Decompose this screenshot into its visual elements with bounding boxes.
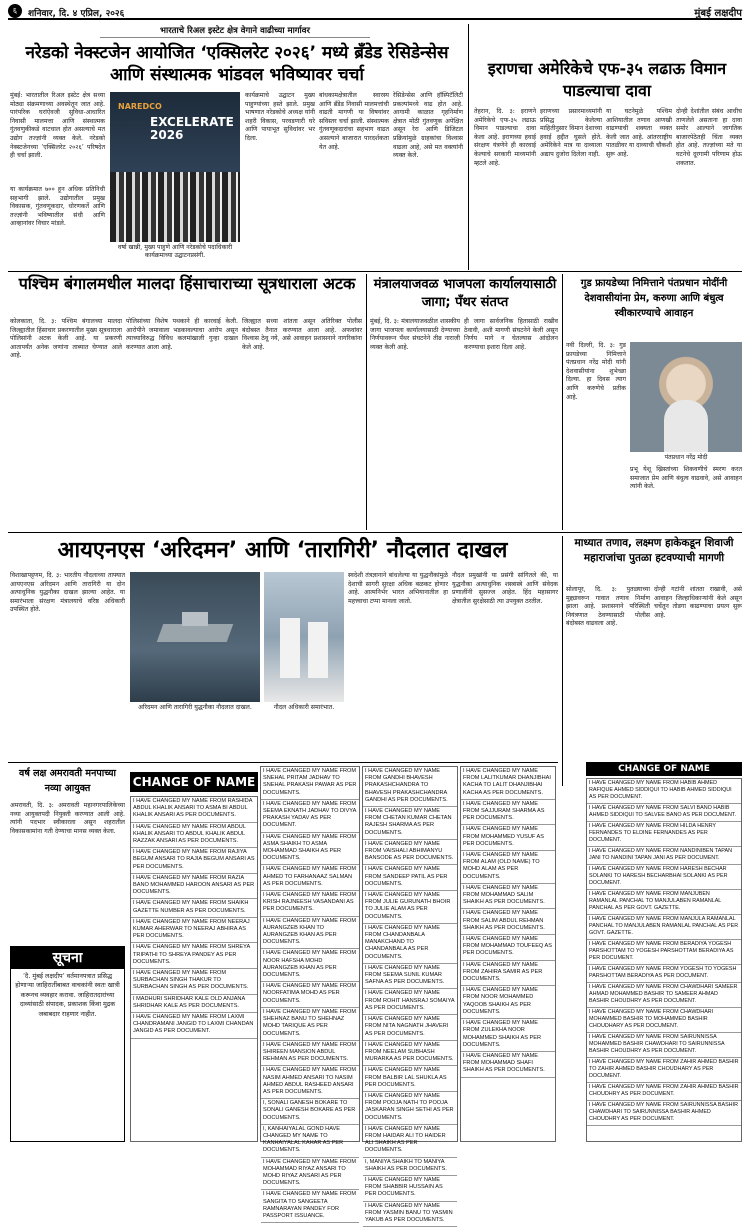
classified-notice: I HAVE CHANGED MY NAME FROM VAISHALI ABHIMANYU BANSODE AS PER DOCUMENTS. [363, 840, 457, 866]
classified-column-4 [460, 766, 556, 1142]
classified-notice: I HAVE CHANGED MY NAME FROM MOHAMMAD SHAFI SHAIKH AS PER DOCUMENTS. [461, 1052, 555, 1078]
classifieds-banner: CHANGE OF NAME [130, 772, 258, 792]
classified-column-1 [130, 796, 258, 1142]
masthead [8, 4, 742, 20]
pm-portrait-photo [630, 342, 742, 452]
classified-notice: I HAVE CHANGED MY NAME FROM YOGESH TO YOGESH PARSHOTTAM BERADIYA AS PER DOCUMENT. [587, 965, 741, 983]
classified-notice: I HAVE CHANGED MY NAME FROM ASMA SHAIKH TO ASMA MOHAMMAD SHAIKH AS PER DOCUMENTS. [261, 833, 359, 866]
iran-col-3: या घटनेमुळे पश्चिम आशियातील तणाव आणखी वाढण्याची शक्यता व्यक्त केली जात आहे. आंतरराष्ट्रीय पातळीवर या दाव्याची चौकशी सुरू आहे. [606, 108, 674, 158]
classified-notice: I HAVE CHANGED MY NAME FROM NEELAM SUBHASH MURARKA AS PER DOCUMENTS. [363, 1041, 457, 1067]
headline-iran: इराणचा अमेरिकेचे एफ-३५ लढाऊ विमान पाडल्याचा दावा [487, 59, 727, 100]
classified-notice: I HAVE CHANGED MY NAME FROM MANJULA RAMANLAL PANCHAL TO MANJULABEN RAMANLAL PANCHAL AS PER GOVT. GAZETTE. [587, 915, 741, 940]
classified-notice: I HAVE CHANGED MY NAME FROM HARESH BECHAR SOLANKI TO HARESH BECHARBHAI SOLANKI AS PER DOCUMENT. [587, 865, 741, 890]
classified-column-2 [260, 766, 360, 1219]
divider [562, 274, 563, 530]
classified-notice: I HAVE CHANGED MY NAME FROM NOOR HAFSHA MOHD AURANGZEB KHAN AS PER DOCUMENTS. [261, 949, 359, 982]
ceremony-caption: नौदल अधिकारी समारंभात. [273, 704, 335, 711]
classified-notice: I HAVE CHANGED MY NAME FROM SAIRUNNISSA BASHIR CHAWDHARI TO SAIRUNNISSA BASHIR AHMED CHOUDHRY AS PER DOCUMENT. [587, 1101, 741, 1126]
classified-notice: I HAVE CHANGED MY NAME FROM AHMED TO FARHANAAZ SALMAN AS PER DOCUMENTS. [261, 865, 359, 891]
divider [8, 271, 742, 272]
classified-notice: I HAVE CHANGED MY NAME FROM SAJJURAM SHARMA AS PER DOCUMENTS. [461, 800, 555, 826]
classified-notice: I HAVE CHANGED MY NAME FROM SHEHNAZ BANU TO SHEHNAZ MOHD TARIQUE AS PER DOCUMENTS. [261, 1008, 359, 1041]
malda-col-3: जिल्ह्यात सध्या शांतता असून अतिरिक्त पोलीस बंदोबस्त तैनात करण्यात आला आहे. अफवांवर विश्वास ठेवू नये, असे आवाहन प्रशासनाने नागरिकांना केले आहे. [242, 318, 364, 351]
notice-body: ‘दै. मुंबई लक्षदीप’ वर्तमानपत्रात प्रसिद्ध होणाऱ्या जाहिरातींबाबत वाचकांनी स्वतः खात्री करूनच व्यवहार करावा. जाहिरातदारांच्या दाव्यांसाठी संपादक, प्रकाशक किंवा मुद्रक जबाबदार राहणार नाहीत. [15, 972, 120, 1018]
paper-name: मुंबई लक्षदीप [694, 8, 742, 19]
classified-notice: I HAVE CHANGED MY NAME FROM NITA NAGNATH JHAVERI AS PER DOCUMENTS. [363, 1015, 457, 1041]
classified-notice: I, MANIYA SHAIKH TO MANIYA SHAIKH AS PER DOCUMENTS. [363, 1158, 457, 1176]
divider [8, 762, 558, 763]
classified-notice: I HAVE CHANGED MY NAME FROM NOOR MOHAMMED YAQOOB SHAIKH AS PER DOCUMENTS. [461, 986, 555, 1019]
story-kicker: भारताचे रिअल इस्टेट क्षेत्र वेगाने वाढीच्या मार्गावर [100, 24, 370, 38]
divider [468, 24, 469, 270]
bjp-col-1: मुंबई, दि. ३: मंत्रालयाजवळील शासकीय जागा भाजपला कार्यालयासाठी देण्याच्या निर्णयावरून पँथर संघटनेने तीव्र नाराजी व्यक्त केली आहे. [370, 318, 462, 351]
classified-notice: I HAVE CHANGED MY NAME FROM SHAIKH GAZETTE NUMBER AS PER DOCUMENTS. [131, 899, 257, 917]
classified-notice: I HAVE CHANGED MY NAME FROM HAIDAR ALI TO HAIDER ALI SHAIKH AS PER DOCUMENTS. [363, 1125, 457, 1158]
iran-col-1: तेहरान, दि. ३: इराणने अमेरिकेचे एफ-३५ लढाऊ विमान पाडल्याचा दावा केला आहे. इराणच्या हवाई संरक्षण यंत्रणेने ही कारवाई केल्याचे सरकारी माध्यमांनी म्हटले आहे. [474, 108, 538, 167]
classified-notice: I HAVE CHANGED MY NAME FROM CHETAN KUMAR CHETAN RAJESH SHARMA AS PER DOCUMENTS. [363, 807, 457, 840]
classified-notice: I MADHURI SHRIDHAR KALE OLD ANJANA SHRIDHAR KALE AS PER DOCUMENTS. [131, 995, 257, 1013]
excelerate-banner: EXCELERATE 2026 [150, 115, 234, 142]
goodfriday-col-1: नवी दिल्ली, दि. ३: गुड फ्रायडेच्या निमित्ताने पंतप्रधान नरेंद्र मोदी यांनी देशवासीयांना शुभेच्छा दिल्या. हा दिवस त्याग आणि करुणेचे प्रतीक आहे. [566, 342, 628, 401]
classified-notice: I HAVE CHANGED MY NAME FROM AURANGZEB KHAN TO AURANGZEB KHAN AS PER DOCUMENTS. [261, 917, 359, 950]
headline-ins: आयएनएस ‘अरिदमन’ आणि ‘तारागिरी’ नौदलात दाखल [57, 538, 508, 563]
classified-notice: I HAVE CHANGED MY NAME FROM MANJUBEN RAMANLAL PANCHAL TO MANJULABEN RAMANLAL PANCHAL AS PER GOVT. GAZETTE. [587, 890, 741, 915]
headline-malda: पश्चिम बंगालमधील मालदा हिंसाचाराच्या सूत्रधाराला अटक [18, 274, 356, 293]
headline-bjp-office: मंत्रालयाजवळ भाजपला कार्यालयासाठी जागा; पँथर संतप्त [373, 277, 557, 310]
naredco-col-4: बांधकामक्षेत्रातील स्वारस्य आणि ब्रँडेड निवासी मालमत्तांची वाढती मागणी या विषयांवर सविस्तर चर्चा झाली. संस्थात्मक गुंतवणूकदारांचा सहभाग वाढत असल्याने बाजारात पारदर्शकता येत आहे. [319, 92, 391, 151]
naredco-col-1: मुंबई: भारतातील रिअल इस्टेट क्षेत्र सध्या मोठ्या संक्रमणाच्या अवस्थेतून जात आहे. पारंपरिक घरांऐवजी सुविधा-आधारित निवासी मालमत्ता आणि संस्थात्मक गुंतवणुकीकडे वाटचाल होत असल्याचे मत उद्योग तज्ज्ञांनी व्यक्त केले. नरेडको नेक्स्टजेनच्या ‘एक्सिलरेट २०२६’ परिषदेत ही चर्चा झाली. [10, 92, 107, 160]
classified-notice: I HAVE CHANGED MY NAME FROM CHAWDHARI MOHAMMED BASHIR TO MOHAMMED BASHIR CHOUDHARY AS PER DOCUMENT. [587, 1008, 741, 1033]
ins-col-2: स्वदेशी तंत्रज्ञानाने बांधलेल्या या युद्धनौकांमुळे देशाची सागरी सुरक्षा अधिक बळकट होणार आहे. आत्मनिर्भर भारत अभियानातील हा महत्त्वाचा टप्पा मानला जातो. [348, 572, 450, 605]
naredco-event-photo [110, 92, 240, 242]
classified-notice: I HAVE CHANGED MY NAME FROM JULIE GURUNATH BHOIR TO JULIE ALAM AS PER DOCUMENTS. [363, 891, 457, 924]
headline-shivaji-statue: माध्यात तणाव, लक्ष्मण हाकेकडून शिवाजी महाराजांचा पुतळा हटवण्याची मागणी [574, 537, 734, 564]
classified-notice: I HAVE CHANGED MY NAME FROM SHIREEN MANSION ABDUL REHMAN AS PER DOCUMENTS. [261, 1041, 359, 1067]
warship-caption: अरिदमन आणि तारागिरी युद्धनौका नौदलात दाखल. [138, 704, 252, 711]
ceremony-photo [264, 572, 344, 702]
classified-notice: I HAVE CHANGED MY NAME FROM KRISH RAJNEESH VASANDANI AS PER DOCUMENTS. [261, 891, 359, 917]
ins-col-3: नौदल प्रमुखांनी या प्रसंगी सांगितले की, या युद्धनौका अत्याधुनिक शस्त्रास्त्रे आणि संवेदक प्रणालींनी सुसज्ज आहेत. हिंद महासागर क्षेत्रातील सुरक्षेसाठी त्या उपयुक्त ठरतील. [452, 572, 560, 605]
classified-notice: I HAVE CHANGED MY NAME FROM ZAHIRA SAMIR AS PER DOCUMENTS. [461, 961, 555, 987]
issue-date: शनिवार, दि. ४ एप्रिल, २०२६ [28, 9, 125, 19]
naredco-col-3: कार्यक्रमाचे उद्घाटन मुख्य पाहुण्यांच्या हस्ते झाले. प्रमुख भाषणात नरेडकोचे अध्यक्ष यांनी शहरी विकास, परवडणारी घरे आणि पायाभूत सुविधांवर भर दिला. [245, 92, 317, 142]
iran-col-2: इराणच्या प्रसारमाध्यमांनी प्रसिद्ध केलेल्या माहितीनुसार विमान देशाच्या हवाई हद्दीत घुसले होते. अमेरिकेने मात्र या दाव्याला अद्याप दुजोरा दिलेला नाही. [540, 108, 604, 158]
headline-amravati: वर्ष लक्ष अमरावती मनपाच्या नव्या आयुक्त [19, 768, 116, 794]
classified-notice: I HAVE CHANGED MY NAME FROM RAJIYA BEGUM ANSARI TO RAJIA BEGUM ANSARI AS PER DOCUMENTS. [131, 848, 257, 874]
iran-col-4: दोन्ही देशांतील संबंध आधीच ताणलेले असताना हा दावा समोर आल्याने जागतिक बाजारपेठेतही चिंता व्यक्त होत आहे. तज्ज्ञांच्या मते या घटनेचे दूरगामी परिणाम होऊ शकतात. [676, 108, 744, 167]
pm-photo-caption: पंतप्रधान नरेंद्र मोदी [664, 454, 708, 461]
amravati-col-1: अमरावती, दि. ३: अमरावती महानगरपालिकेच्या नव्या आयुक्तपदी नियुक्ती करण्यात आली आहे. त्यांनी पदभार स्वीकारला असून शहरातील विकासकामांना गती देण्याचा मानस व्यक्त केला. [10, 802, 127, 835]
headline-naredco: नरेडको नेक्स्टजेन आयोजित ‘एक्सिलरेट २०२६’ मध्ये ब्रँडेड रेसिडेन्सेस आणि संस्थात्मक भांडवल भविष्यावर चर्चा [25, 43, 449, 85]
classifieds-right-banner: CHANGE OF NAME [586, 762, 742, 776]
classified-notice: I HAVE CHANGED MY NAME FROM MOHAMMAD RIYAZ ANSARI TO MOHD RIYAZ ANSARI AS PER DOCUMENTS. [261, 1158, 359, 1191]
naredco-photo-caption: वर्षा खान्नी, मुख्य पाहुणे आणि नरेडकोचे पदाधिकारी कार्यक्रमाच्या उद्घाटनप्रसंगी. [117, 244, 233, 259]
classified-notice: I HAVE CHANGED MY NAME FROM MOHAMMED YUSUF AS PER DOCUMENTS. [461, 825, 555, 851]
classified-notice: I HAVE CHANGED MY NAME FROM SHABBIR HUSSAIN AS PER DOCUMENTS. [363, 1176, 457, 1202]
warship-photo [130, 572, 260, 702]
naredco-col-2: या कार्यक्रमात ७०० हून अधिक प्रतिनिधी सहभागी झाले. उद्योगातील प्रमुख विकासक, गुंतवणूकदार, धोरणकर्ते आणि तज्ज्ञांनी भविष्यातील संधी आणि आव्हानांवर विचार मांडले. [10, 186, 107, 228]
divider [562, 536, 563, 786]
classified-notice: I HAVE CHANGED MY NAME FROM ZAHIR AHMED BASHIR CHOUDHRY AS PER DOCUMENT. [587, 1083, 741, 1101]
classified-notice: I, KANHAIYALAL GOND HAVE CHANGED MY NAME TO KANHAIYALAL KAHAR AS PER DOCUMENTS. [261, 1125, 359, 1158]
classified-notice: I HAVE CHANGED MY NAME FROM SNEHAL PRITAM JADHAV TO SNEHAL PRAKASH PAWAR AS PER DOCUMENTS. [261, 767, 359, 800]
classified-notice: I HAVE CHANGED MY NAME FROM NANDINIBEN TAPAN JANI TO NANDINI TAPAN JANI AS PER DOCUMENT. [587, 847, 741, 865]
classified-notice: I HAVE CHANGED MY NAME FROM SALIM ABDUL REHMAN SHAIKH AS PER DOCUMENTS. [461, 909, 555, 935]
classified-notice: I HAVE CHANGED MY NAME FROM MOHAMMAD TOUFEEQ AS PER DOCUMENTS. [461, 935, 555, 961]
classified-notice: I HAVE CHANGED MY NAME FROM NASIM AHMED ANSARI TO NASIM AHMED ABDUL RASHEED ANSARI AS PER DOCUMENTS. [261, 1066, 359, 1099]
classified-notice: I HAVE CHANGED MY NAME FROM SALVI BANO HABIB AHMED SIDDIQUI TO SALVEE BANO AS PER DOCUMENT. [587, 804, 741, 822]
malda-col-1: कोलकाता, दि. ३: पश्चिम बंगालच्या मालदा जिल्ह्यातील हिंसाचार प्रकरणातील मुख्य सूत्रधाराला पोलिसांनी अटक केली आहे. या प्रकरणी आतापर्यंत अनेक जणांना ताब्यात घेण्यात आले आहे. [10, 318, 124, 360]
classified-notice: I HAVE CHANGED MY NAME FROM SANGITA TO SANGEETA RAMNARAYAN PANDEY FOR PASSPORT ISSUANCE. [261, 1190, 359, 1223]
classified-notice: I HAVE CHANGED MY NAME FROM SANDEEP PATIL AS PER DOCUMENTS. [363, 865, 457, 891]
classified-notice: I, SONALI GANESH BOKARE TO SONALI GANESH BOKARE AS PER DOCUMENTS. [261, 1099, 359, 1125]
notice-box [10, 946, 125, 1142]
classified-notice: I HAVE CHANGED MY NAME FROM ZULEKHA NOOR MOHAMMED SHAIKH AS PER DOCUMENTS. [461, 1019, 555, 1052]
classified-notice: I HAVE CHANGED MY NAME FROM NOORFATIMA MOHD AS PER DOCUMENTS. [261, 982, 359, 1008]
classified-notice: I HAVE CHANGED MY NAME FROM ROHIT HANSRAJ SOMAIYA AS PER DOCUMENTS. [363, 989, 457, 1015]
naredco-col-5: रेसिडेन्सेस आणि हॉस्पिटॅलिटी प्रकल्पांमध्ये वाढ होत आहे. आगामी काळात गृहनिर्माण क्षेत्रात मोठी गुंतवणूक अपेक्षित असून रेरा आणि डिजिटल प्रक्रियांमुळे ग्राहकांचा विश्वास वाढला आहे, असे मत वक्त्यांनी व्यक्त केले. [393, 92, 465, 160]
classified-notice: I HAVE CHANGED MY NAME FROM HABIB AHMED RAFIQUE AHMED SIDDIQUI TO HABIB AHMED SIDDIQUI AS PER DOCUMENT. [587, 779, 741, 804]
classified-notice: I HAVE CHANGED MY NAME FROM POOJA NATH TO POOJA JASKARAN SINGH SETHI AS PER DOCUMENTS. [363, 1092, 457, 1125]
classified-column-right [586, 778, 742, 1142]
naredco-logo: NAREDCO [118, 102, 162, 111]
divider [366, 274, 367, 530]
classified-notice: I HAVE CHANGED MY NAME FROM NEERAJ KUMAR AHERWAR TO NEERAJ ABHIRA AS PER DOCUMENTS. [131, 918, 257, 944]
classified-notice: I HAVE CHANGED MY NAME FROM BERADIYA YOGESH PARSHOTTAM TO YOGESH PARSHOTTAM BERADIYA AS PER DOCUMENT. [587, 940, 741, 965]
classified-notice: I HAVE CHANGED MY NAME FROM RAZIA BANO MOHAMMED HAROON ANSARI AS PER DOCUMENTS. [131, 874, 257, 900]
classified-column-3 [362, 766, 458, 1223]
notice-title: सूचना [11, 947, 124, 969]
classified-notice: I HAVE CHANGED MY NAME FROM CHANDANBALA MANAKCHAND TO CHANDANBALA AS PER DOCUMENTS. [363, 924, 457, 964]
ins-col-1: विशाखापट्टणम, दि. ३: भारतीय नौदलाच्या ताफ्यात आयएनएस अरिदमन आणि तारागिरी या दोन अत्याधुनिक युद्धनौका दाखल झाल्या आहेत. या समारंभाला संरक्षण मंत्रालयाचे वरिष्ठ अधिकारी उपस्थित होते. [10, 572, 127, 614]
shivaji-col-2: दोन्ही गटांनी शांतता राखावी, असे आवाहन जिल्हाधिकाऱ्यांनी केले असून चर्चेतून तोडगा काढण्याचा प्रयत्न सुरू आहे. [654, 586, 744, 619]
classified-notice: I HAVE CHANGED MY NAME FROM SEEMA EKNATH JADHAV TO DIVYA PRAKASH YADAV AS PER DOCUMENT. [261, 800, 359, 833]
classified-notice: I HAVE CHANGED MY NAME FROM HILDA HENRY FERNANDES TO ELDINE FERNANDES AS PER DOCUMENT. [587, 822, 741, 847]
classified-notice: I HAVE CHANGED MY NAME FROM RASHIDA ABDUL KHALIK ANSARI TO ASMA BI ABDUL KHALIK ANSARI AS PER DOCUMENTS. [131, 797, 257, 823]
classified-notice: I HAVE CHANGED MY NAME FROM BALBIR LAL SHUKLA AS PER DOCUMENTS. [363, 1066, 457, 1092]
classified-notice: I HAVE CHANGED MY NAME FROM CHAWDHARI SAMEER AHMAD MOHAMMED BASHIR TO SAMEER AHMAD BASHIR CHOUDHRY AS PER DOCUMENT. [587, 983, 741, 1008]
divider [8, 532, 742, 533]
classified-notice: I HAVE CHANGED MY NAME FROM SHREYA TRIPATHI TO SHREYA PANDEY AS PER DOCUMENTS. [131, 943, 257, 969]
classified-notice: I HAVE CHANGED MY NAME FROM SURBACHAN SINGH THAKUR TO SURBACHAN SINGH AS PER DOCUMENTS. [131, 969, 257, 995]
classified-notice: I HAVE CHANGED MY NAME FROM ABDUL KHALIK ANSARI TO ABDUL KHALIK ABDUL RAZZAK ANSARI AS PER DOCUMENTS. [131, 823, 257, 849]
headline-good-friday: गुड फ्रायडेच्या निमित्ताने पंतप्रधान मोदींनी देशवासीयांना प्रेम, करुणा आणि बंधुत्व स्वीकारण्याचे आवाहन [580, 278, 728, 319]
classified-notice: I HAVE CHANGED MY NAME FROM LAXMI CHANDRAMANI JANGID TO LAXMI CHANDAN JANGID AS PER DOCUMENT. [131, 1013, 257, 1039]
page-number-badge: ६ [8, 4, 22, 18]
classified-notice: I HAVE CHANGED MY NAME FROM LALITKUMAR DHANJIBHAI KACHA TO LALIT DHANJIBHAI KACHA AS PER DOCUMENTS. [461, 767, 555, 800]
malda-col-2: पोलिसांच्या विशेष पथकाने ही कारवाई केली. आरोपीने जमावाला भडकावल्याचा आरोप असून त्याच्याविरुद्ध विविध कलमांखाली गुन्हा दाखल करण्यात आला आहे. [126, 318, 240, 351]
classified-notice: I HAVE CHANGED MY NAME FROM ALAM (OLD NAME) TO MOHD ALAM AS PER DOCUMENTS. [461, 851, 555, 884]
classified-notice: I HAVE CHANGED MY NAME FROM MOHAMMAD SALIM SHAIKH AS PER DOCUMENTS. [461, 884, 555, 910]
classified-notice: I HAVE CHANGED MY NAME FROM ZAHIR AHMED BASHIR TO ZAHIR AHMED BASHIR CHOUDHARY AS PER DOCUMENT. [587, 1058, 741, 1083]
classified-notice: I HAVE CHANGED MY NAME FROM GANDHI BHAVESH PRAKASHCHANDRA TO BHAVESH PRAKASHCHANDRA GANDHI AS PER DOCUMENTS. [363, 767, 457, 807]
goodfriday-col-2: प्रभू येशू ख्रिस्तांच्या शिकवणीचे स्मरण करत समाजात प्रेम आणि बंधुत्व वाढवावे, असे आवाहन त्यांनी केले. [630, 466, 744, 491]
classified-notice: I HAVE CHANGED MY NAME FROM YASMIN BANU TO YASMIN YAKUB AS PER DOCUMENTS. [363, 1202, 457, 1227]
classified-notice: I HAVE CHANGED MY NAME FROM SEEMA SUNIL KUMAR SAFNA AS PER DOCUMENTS. [363, 964, 457, 990]
bjp-col-2: ही जागा सार्वजनिक हितासाठी राखीव ठेवावी, अशी मागणी संघटनेने केली असून निर्णय मागे न घेतल्यास आंदोलन करण्याचा इशारा दिला आहे. [464, 318, 560, 351]
shivaji-col-1: सोलापूर, दि. ३: पुतळ्याच्या मुद्द्यावरून गावात तणाव निर्माण झाला आहे. प्रशासनाने परिस्थिती नियंत्रणात ठेवण्यासाठी पोलीस बंदोबस्त वाढवला आहे. [566, 586, 652, 628]
classified-notice: I HAVE CHANGED MY NAME FROM SAIRUNNISSA MOHAMMED BASHIR CHAWDHARI TO SAIRUNNISSA BASHIR CHOUDHRY AS PER DOCUMENT. [587, 1033, 741, 1058]
